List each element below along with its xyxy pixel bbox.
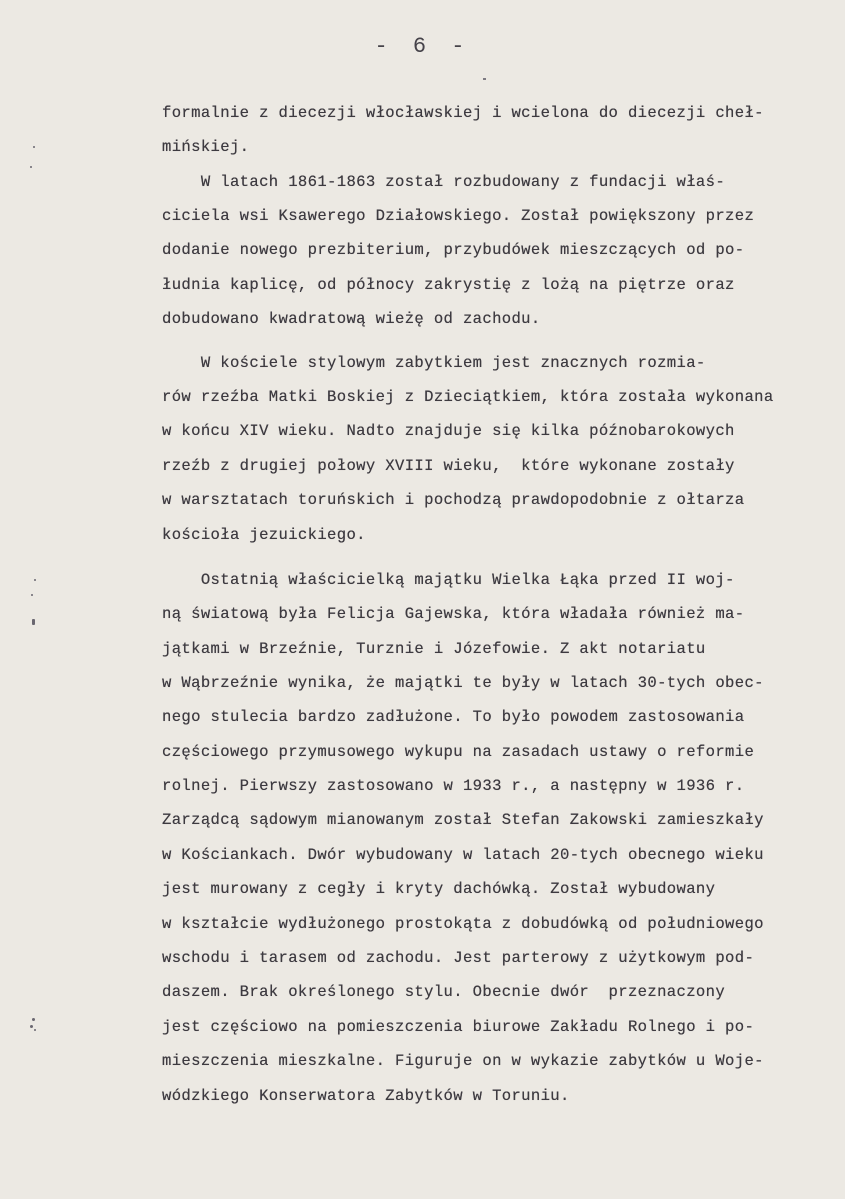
text-line: W latach 1861-1863 został rozbudowany z fundacji właś- [162,173,726,191]
text-line: wschodu i tarasem od zachodu. Jest parterowy z użytkowym pod- [162,949,755,967]
text-line: mińskiej. [162,138,250,156]
margin-speck [30,166,32,168]
text-line: jątkami w Brzeźnie, Turznie i Józefowie. Z akt notariatu [162,640,706,658]
text-line: rów rzeźba Matki Boskiej z Dzieciątkiem, która została wykonana [162,388,774,406]
margin-speck [31,594,33,596]
text-line: częściowego przymusowego wykupu na zasadach ustawy o reformie [162,743,755,761]
margin-speck [34,579,36,581]
text-line: w Wąbrzeźnie wynika, że majątki te były w latach 30-tych obec- [162,674,764,692]
text-line: rzeźb z drugiej połowy XVIII wieku, które wykonane zostały [162,457,735,475]
text-line: Ostatnią właścicielką majątku Wielka Łąka przed II woj- [162,571,735,589]
text-line: wódzkiego Konserwatora Zabytków w Toruniu. [162,1087,570,1105]
text-line: formalnie z diecezji włocławskiej i wcielona do diecezji cheł- [162,104,764,122]
margin-speck [34,1029,36,1031]
text-line: łudnia kaplicę, od północy zakrystię z lożą na piętrze oraz [162,276,735,294]
text-line: rolnej. Pierwszy zastosowano w 1933 r., a następny w 1936 r. [162,777,745,795]
text-line: daszem. Brak określonego stylu. Obecnie dwór przeznaczony [162,983,726,1001]
margin-speck [30,1025,33,1028]
margin-speck [32,1018,35,1021]
text-line: jest częściowo na pomieszczenia biurowe Zakładu Rolnego i po- [162,1018,755,1036]
text-line: kościoła jezuickiego. [162,526,366,544]
text-line: nego stulecia bardzo zadłużone. To było powodem zastosowania [162,708,745,726]
text-line: ną światową była Felicja Gajewska, która władała również ma- [162,605,745,623]
text-line: dodanie nowego prezbiterium, przybudówek mieszczących od po- [162,241,745,259]
text-line: w końcu XIV wieku. Nadto znajduje się kilka późnobarokowych [162,422,735,440]
text-line: w warsztatach toruńskich i pochodzą prawdopodobnie z ołtarza [162,491,745,509]
margin-speck [32,619,35,625]
text-line: Zarządcą sądowym mianowanym został Stefan Zakowski zamieszkały [162,811,764,829]
text-line: ciciela wsi Ksawerego Działowskiego. Został powiększony przez [162,207,755,225]
text-line: W kościele stylowym zabytkiem jest znacznych rozmia- [162,354,706,372]
text-line: mieszczenia mieszkalne. Figuruje on w wykazie zabytków u Woje- [162,1052,764,1070]
text-line: w kształcie wydłużonego prostokąta z dobudówką od południowego [162,915,764,933]
margin-speck [33,146,35,148]
text-line: jest murowany z cegły i kryty dachówką. Został wybudowany [162,880,716,898]
text-line: dobudowano kwadratową wieżę od zachodu. [162,310,541,328]
text-line: w Kościankach. Dwór wybudowany w latach 20-tych obecnego wieku [162,846,764,864]
page-number-mark [483,78,486,80]
page-number: - 6 - [374,34,471,59]
